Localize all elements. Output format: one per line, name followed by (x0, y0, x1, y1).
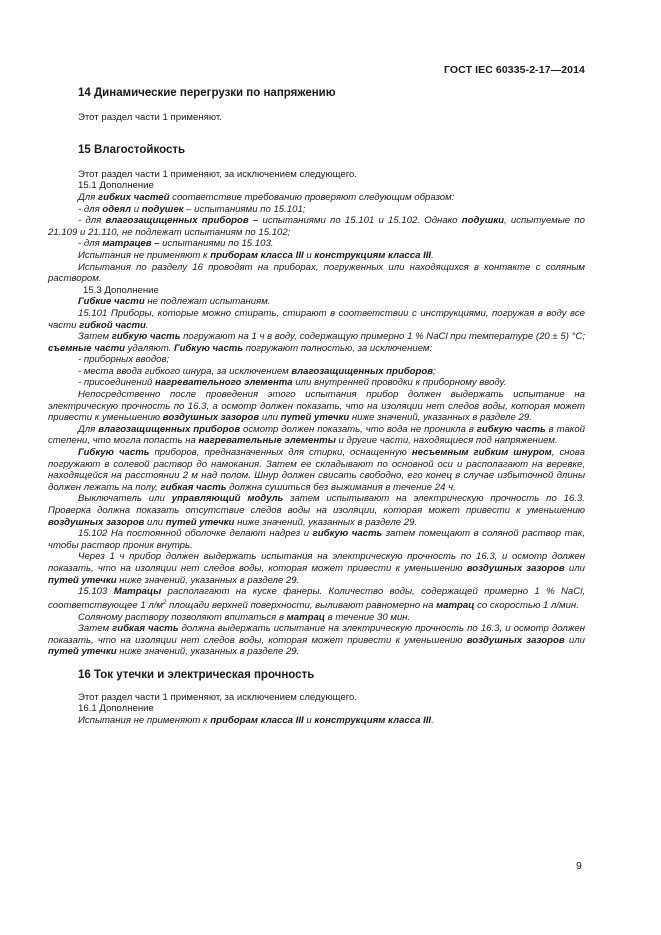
list-item: - приборных вводов; (78, 354, 170, 366)
paragraph: Гибкую часть приборов, предназначенных для стирки, оснащенную несъемным гибким шнуром, снова погружают в солевой раствор до намокания. Затем ее складывают по основной оси и располагают на веревке, находящейся на расстоянии 2 м над полом. Шнур должен свисать свободно, его конец в случае избыточной длины должен лежать на полу, гибкая часть должна сушиться без выжимания в течение 24 ч. (48, 447, 585, 493)
list-item: - присоединений нагревательного элемента или внутренней проводки к приборному вводу. (78, 377, 507, 389)
paragraph: Для гибких частей соответствие требованию проверяют следующим образом: (78, 191, 455, 203)
document-id: ГОСТ IEC 60335-2-17—2014 (443, 64, 585, 76)
list-item: - для одеял и подушек – испытаниями по 15.101; (78, 203, 306, 215)
clause-15-1-heading: 15.1 Дополнение (78, 180, 154, 192)
paragraph: Гибкие части не подлежат испытаниям. (78, 296, 271, 308)
paragraph: Для влагозащищенных приборов осмотр должен показать, что вода не проникла в гибкую часть в такой степени, что могла попасть на нагревательные элементы и другие части, находящиеся под напряжением. (48, 423, 585, 447)
section-14-text: Этот раздел части 1 применяют. (78, 111, 222, 123)
paragraph: Непосредственно после проведения этого испытания прибор должен выдержать испытание на электрическую прочность по 16.3, а осмотр должен показать, что на изоляции нет следов воды, которая может привести к уменьшению воздушных зазоров или путей утечки ниже значений, указанных в разделе 29. (48, 389, 585, 424)
section-15-intro: Этот раздел части 1 применяют, за исключением следующего. (78, 168, 358, 180)
clause-15-3-heading: 15.3 Дополнение (83, 284, 159, 296)
clause-15-103: 15.103 Матрацы располагают на куске фанеры. Количество воды, содержащей примерно 1 % NaCl, соответствующее 1 $л/м^2$ площади верхней поверхности, выливают равномерно на матрац со скоростью 1 л/мин. (48, 586, 585, 611)
document-body (48, 88, 585, 726)
page-number: 9 (576, 860, 582, 872)
section-16-intro: Этот раздел части 1 применяют, за исключением следующего. (78, 691, 358, 703)
paragraph: Затем гибкую часть погружают на 1 ч в воду, содержащую примерно 1 % NaCl при температуре (20 ± 5) °С; съемные части удаляют. Гибкую часть погружают полностью, за исключением: (48, 331, 585, 354)
section-16-title: 16 Ток утечки и электрическая прочность (78, 668, 315, 681)
list-item: - для матрацев – испытаниями по 15.103. (78, 238, 274, 250)
list-item: - для влагозащищенных приборов – испытаниями по 15.101 и 15.102. Однако подушки, испытуемые по 21.109 и 21.110, не подлежат испытаниям по 15.102; (48, 215, 585, 238)
clause-15-101: 15.101 Приборы, которые можно стирать, стирают в соответствии с инструкциями, погружая в воду все части гибкой части. (48, 307, 585, 331)
paragraph: Испытания по разделу 16 проводят на приборах, погруженных или находящихся в контакте с соляным раствором. (48, 261, 585, 285)
paragraph: Испытания не применяют к приборам класса III и конструкциям класса III. (78, 249, 434, 261)
list-item: - места ввода гибкого шнура, за исключением влагозащищенных приборов; (78, 365, 436, 377)
clause-16-1-heading: 16.1 Дополнение (78, 703, 154, 715)
section-14-title: 14 Динамические перегрузки по напряжению (78, 87, 336, 99)
paragraph: Соляному раствору позволяют впитаться в матрац в течение 30 мин. (78, 611, 411, 623)
clause-15-102: 15.102 На постоянной оболочке делают надрез и гибкую часть затем помещают в соляной раствор так, чтобы раствор проник внутрь. (48, 528, 585, 551)
paragraph: Затем гибкая часть должна выдержать испытание на электрическую прочность по 16.3, и осмотр должен показать, что на изоляции нет следов воды, которая может привести к уменьшению воздушных зазоров или путей утечки ниже значений, указанных в разделе 29. (48, 623, 586, 658)
paragraph: Через 1 ч прибор должен выдержать испытания на электрическую прочность по 16.3, и осмотр должен показать, что на изоляции нет следов воды, которая может привести к уменьшению воздушных зазоров или путей утечки ниже значений, указанных в разделе 29. (48, 551, 585, 586)
paragraph: Испытания не применяют к приборам класса III и конструкциям класса III. (78, 714, 434, 726)
section-15-title: 15 Влагостойкость (78, 144, 186, 157)
paragraph: Выключатель или управляющий модуль затем испытывают на электрическую прочность по 16.3. Проверка должна показать отсутствие следов воды на изоляции, которая может привести к уменьшению воздушных зазоров или путей утечки ниже значений, указанных в разделе 29. (48, 493, 585, 528)
